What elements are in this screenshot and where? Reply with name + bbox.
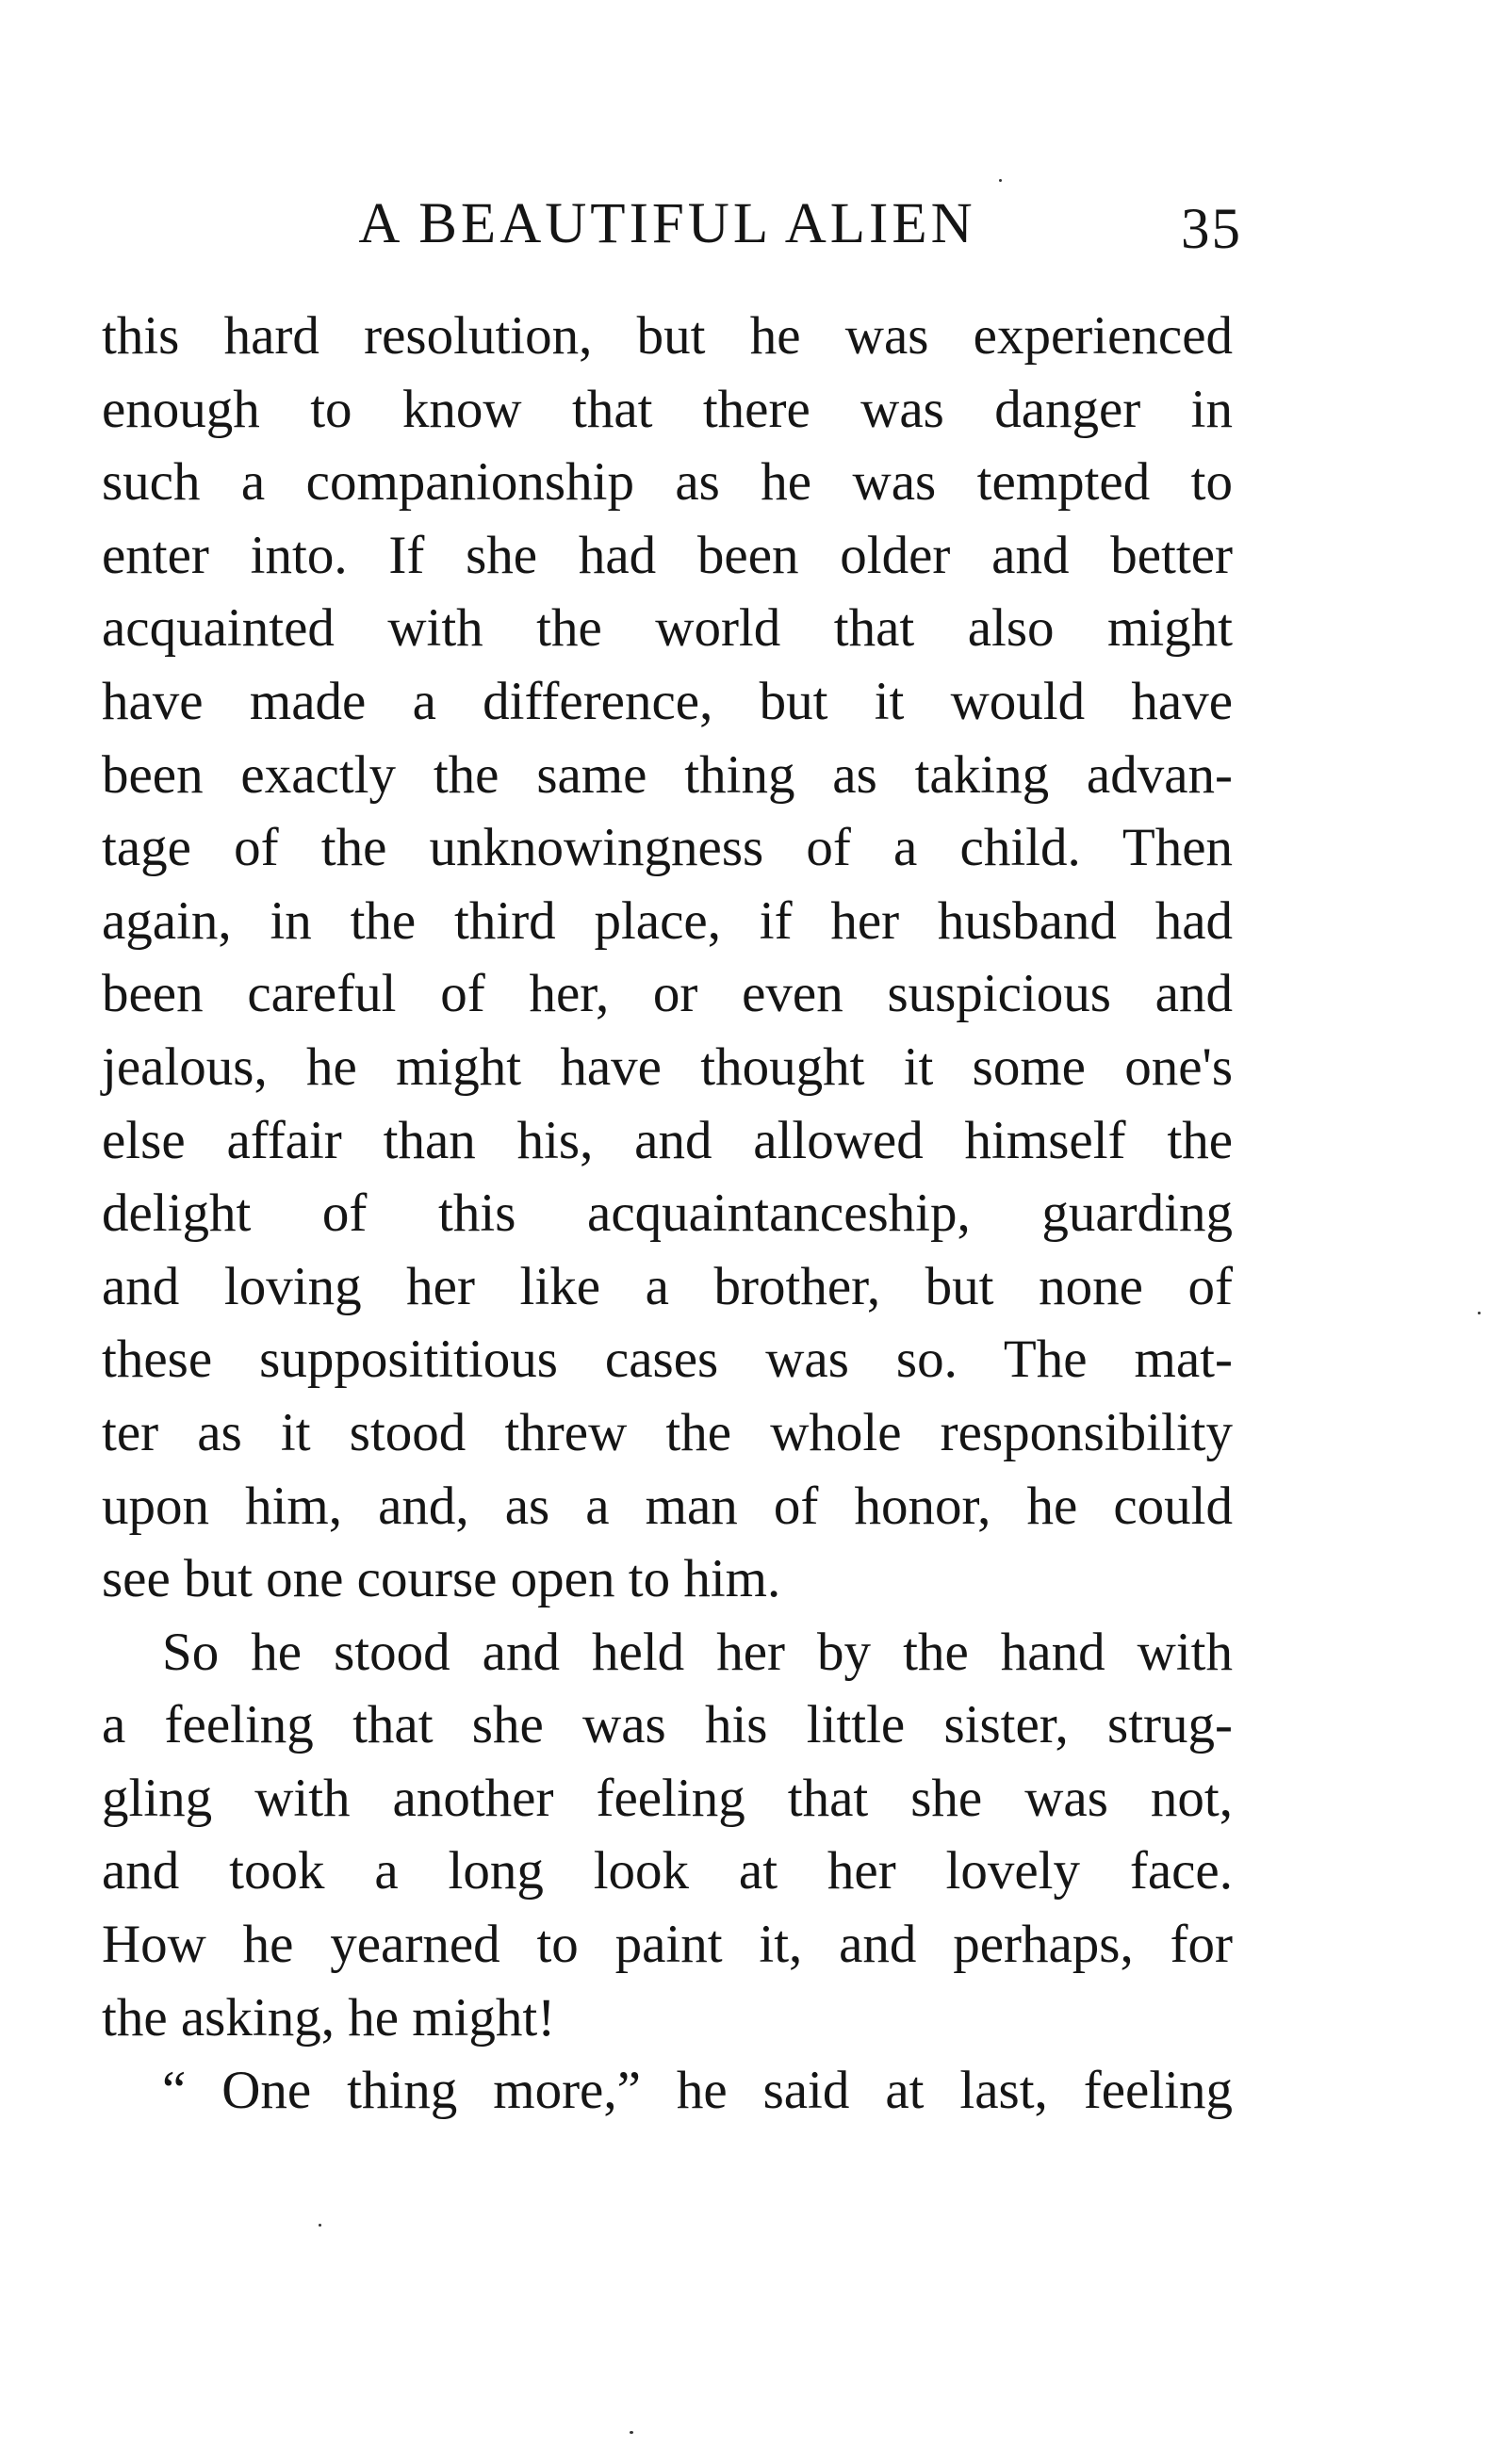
text-line: and took a long look at her lovely face. [102,1841,1233,1901]
running-head [102,187,1242,262]
paper-speck [999,179,1002,182]
text-line: the asking, he might! [102,1987,556,2048]
text-line: else affair than his, and allowed himself the [102,1110,1233,1170]
text-line: So he stood and held her by the hand with [162,1622,1233,1682]
text-line: upon him, and, as a man of honor, he could [102,1476,1233,1536]
text-line: delight of this acquaintanceship, guarding [102,1183,1233,1244]
text-line: this hard resolution, but he was experienced [102,306,1233,366]
text-line: tage of the unknowingness of a child. Then [102,818,1233,878]
text-line: these supposititious cases was so. The mat- [102,1330,1233,1390]
body-text [102,300,1233,2128]
text-line: acquainted with the world that also might [102,598,1233,659]
text-line: been exactly the same thing as taking advan- [102,744,1233,805]
text-line: and loving her like a brother, but none of [102,1256,1233,1316]
text-line: have made a difference, but it would have [102,671,1233,731]
text-line: see but one course open to him. [102,1549,781,1609]
text-line: enough to know that there was danger in [102,379,1233,439]
text-line: How he yearned to paint it, and perhaps, for [102,1915,1233,1975]
text-line: such a companionship as he was tempted to [102,452,1233,513]
paper-speck [1478,1312,1481,1314]
text-line: ter as it stood threw the whole responsibility [102,1402,1233,1462]
running-title: A BEAUTIFUL ALIEN [358,192,976,255]
paper-speck [319,2224,321,2227]
text-line: been careful of her, or even suspicious and [102,964,1233,1024]
text-line: enter into. If she had been older and better [102,525,1233,585]
text-line: again, in the third place, if her husband had [102,890,1233,951]
page-number: 35 [1181,198,1242,261]
paper-speck [630,2431,633,2434]
text-line: “ One thing more,” he said at last, feeling [162,2061,1233,2121]
text-line: jealous, he might have thought it some one's [102,1036,1233,1097]
text-line: a feeling that she was his little sister, strug- [102,1695,1233,1755]
text-line: gling with another feeling that she was not, [102,1768,1233,1828]
